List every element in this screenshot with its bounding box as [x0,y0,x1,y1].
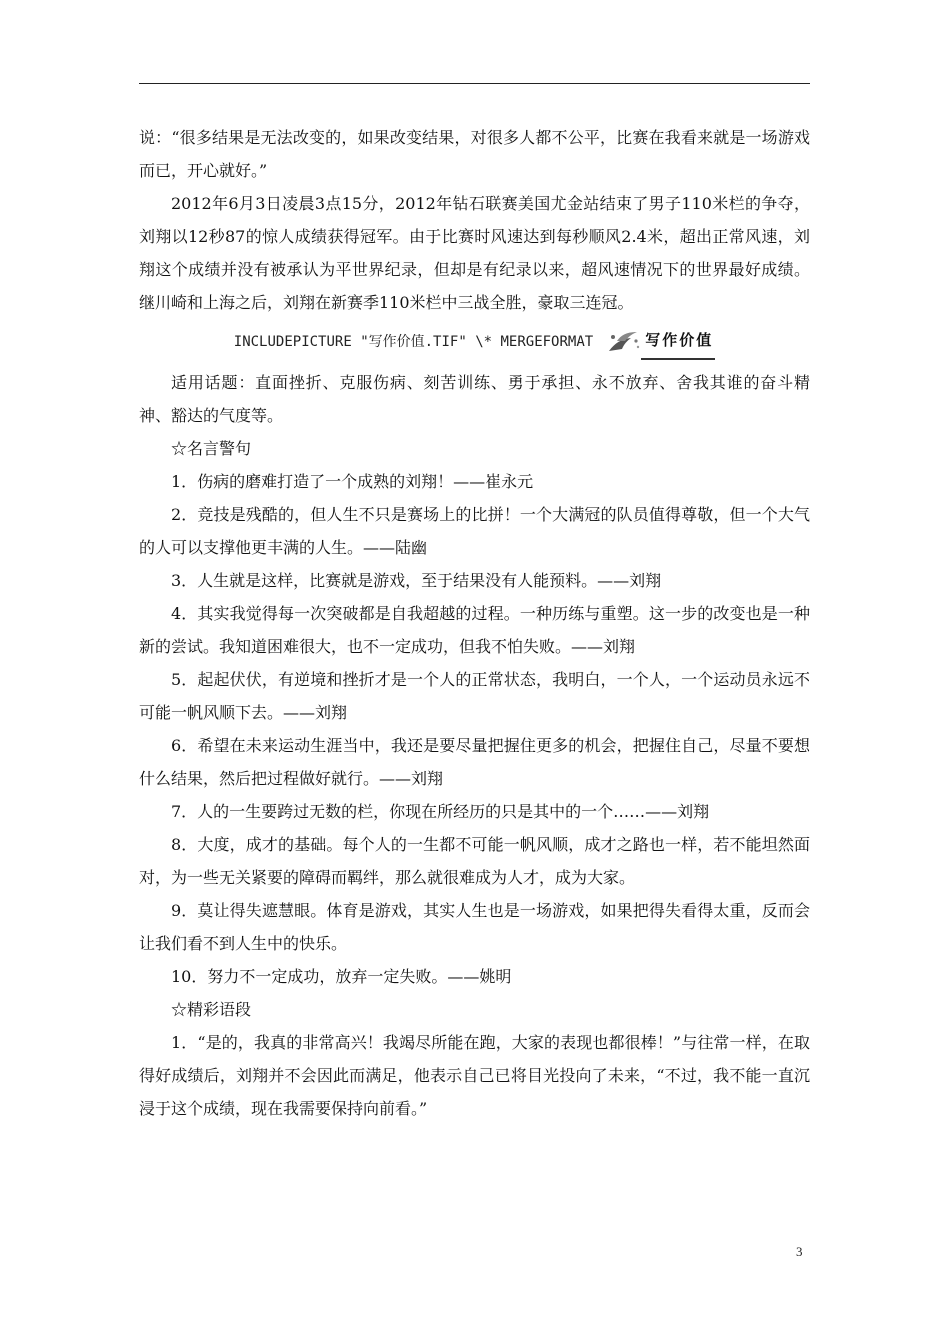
splash-icon [607,329,641,355]
writing-value-banner [139,322,810,362]
includepicture-field-code: INCLUDEPICTURE "写作价值.TIF" \* MERGEFORMAT [233,333,594,350]
quote-item: 8．大度，成才的基础。每个人的一生都不可能一帆风顺，成才之路也一样，若不能坦然面对，为一些无关紧要的障碍而羁绊，那么就很难成为人才，成为大家。 [139,835,810,887]
quote-item: 9．莫让得失遮慧眼。体育是游戏，其实人生也是一场游戏，如果把得失看得太重，反而会让我们看不到人生中的快乐。 [139,901,810,953]
quote-item: 4．其实我觉得每一次突破都是自我超越的过程。一种历练与重塑。这一步的改变也是一种新的尝试。我知道困难很大，也不一定成功，但我不怕失败。——刘翔 [139,604,810,656]
quotes-heading: ☆名言警句 [171,439,252,458]
document-body [139,121,810,1125]
writing-value-badge [607,326,715,358]
quote-item: 5．起起伏伏，有逆境和挫折才是一个人的正常状态，我明白，一个人，一个运动员永远不可能一帆风顺下去。——刘翔 [139,670,810,722]
writing-value-label: 写作价值 [641,324,715,360]
paragraph-race-result: 2012年6月3日凌晨3点15分，2012年钻石联赛美国尤金站结束了男子110米栏的争夺，刘翔以12秒87的惊人成绩获得冠军。由于比赛时风速达到每秒顺风2.4米，超出正常风速，刘翔这个成绩并没有被承认为平世界纪录，但却是有纪录以来，超风速情况下的世界最好成绩。继川崎和上海之后，刘翔在新赛季110米栏中三战全胜，豪取三连冠。 [139,194,810,312]
quote-item: 7．人的一生要跨过无数的栏，你现在所经历的只是其中的一个……——刘翔 [171,802,710,821]
passage-item: 1．“是的，我真的非常高兴！我竭尽所能在跑，大家的表现也都很棒！”与往常一样，在取得好成绩后，刘翔并不会因此而满足，他表示自己已将目光投向了未来，“不过，我不能一直沉浸于这个成绩，现在我需要保持向前看。” [139,1033,810,1118]
quote-item: 2．竞技是残酷的，但人生不只是赛场上的比拼！一个大满冠的队员值得尊敬，但一个大气的人可以支撑他更丰满的人生。——陆幽 [139,505,810,557]
quote-item: 10．努力不一定成功，放弃一定失败。——姚明 [171,967,512,986]
quote-item: 6．希望在未来运动生涯当中，我还是要尽量把握住更多的机会，把握住自己，尽量不要想什么结果，然后把过程做好就行。——刘翔 [139,736,810,788]
topics-paragraph: 适用话题：直面挫折、克服伤病、刻苦训练、勇于承担、永不放弃、舍我其谁的奋斗精神、豁达的气度等。 [139,373,810,425]
header-rule [139,83,810,84]
passages-heading: ☆精彩语段 [171,1000,252,1019]
quote-item: 1．伤病的磨难打造了一个成熟的刘翔！——崔永元 [171,472,534,491]
paragraph-continuation: 说：“很多结果是无法改变的，如果改变结果，对很多人都不公平，比赛在我看来就是一场游戏而已，开心就好。” [139,128,810,180]
quote-item: 3．人生就是这样，比赛就是游戏，至于结果没有人能预料。——刘翔 [171,571,662,590]
page-number: 3 [796,1244,803,1259]
